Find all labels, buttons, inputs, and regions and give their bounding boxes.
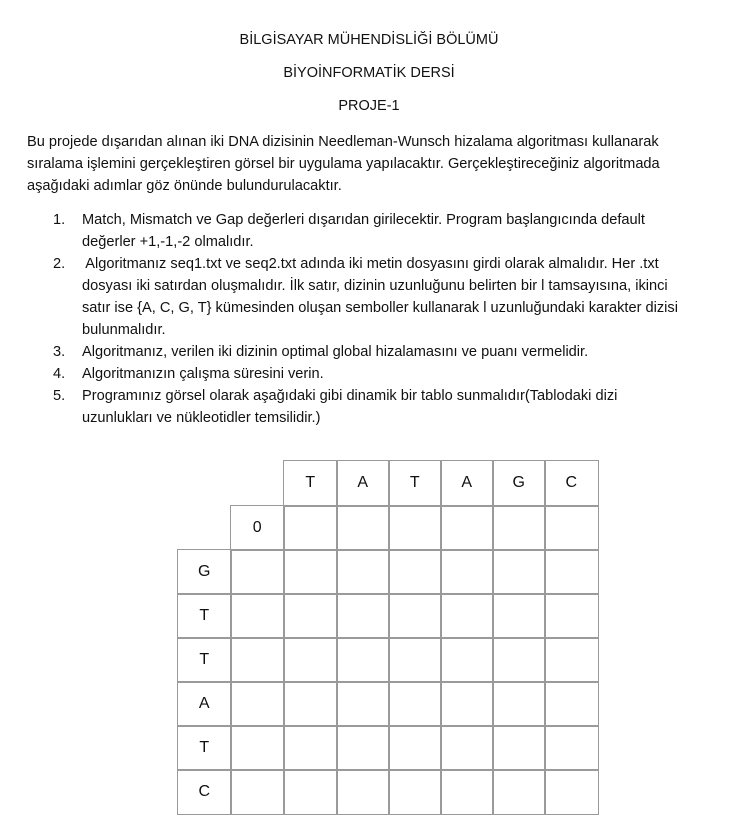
list-item-line: değerler +1,-1,-2 olmalıdır. — [82, 234, 254, 250]
left-sequence-header-cell: T — [177, 725, 232, 771]
score-cell — [492, 681, 546, 727]
left-sequence-header-cell: A — [177, 681, 232, 727]
list-item — [0, 209, 738, 253]
score-cell — [440, 769, 494, 815]
score-cell — [492, 725, 546, 771]
list-item — [0, 253, 738, 341]
score-cell — [230, 725, 285, 771]
score-cell — [388, 769, 442, 815]
score-cell — [492, 637, 546, 683]
score-cell — [544, 593, 599, 639]
score-cell — [440, 593, 494, 639]
score-cell — [544, 637, 599, 683]
list-item-line: Algoritmanız seq1.txt ve seq2.txt adında iki metin dosyasını girdi olarak almalıdır. Her .txt — [82, 256, 659, 272]
score-cell — [230, 769, 285, 815]
left-sequence-header-cell: G — [177, 549, 232, 595]
score-cell — [388, 505, 442, 551]
score-cell — [440, 637, 494, 683]
list-item-line: Algoritmanız, verilen iki dizinin optimal global hizalamasını ve puanı vermelidir. — [82, 344, 589, 360]
intro-line: aşağıdaki adımlar göz önünde bulundurulacaktır. — [27, 178, 342, 194]
intro-line: sıralama işlemini gerçekleştiren görsel bir uygulama yapılacaktır. Gerçekleştireceğiniz algoritmada — [27, 156, 660, 172]
top-sequence-header-cell: C — [544, 460, 599, 507]
list-item-line: dosyası iki satırdan oluşmalıdır. İlk satır, dizinin uzunluğunu belirten bir l tamsayısına, ikinci — [82, 278, 668, 294]
left-sequence-header-cell: T — [177, 593, 232, 639]
score-cell — [230, 593, 285, 639]
list-item — [0, 341, 738, 363]
score-cell — [388, 637, 442, 683]
project-heading: PROJE-1 — [338, 98, 400, 114]
score-cell — [440, 505, 494, 551]
list-item — [0, 385, 738, 429]
requirements-list — [0, 209, 738, 429]
intro-paragraph — [27, 131, 727, 197]
score-cell — [492, 549, 546, 595]
score-cell — [388, 681, 442, 727]
list-number: 3. — [53, 344, 66, 360]
score-cell — [440, 725, 494, 771]
score-cell — [283, 549, 338, 595]
score-cell — [283, 505, 338, 551]
top-sequence-header-cell: T — [283, 460, 338, 507]
top-sequence-header-cell: T — [388, 460, 442, 507]
score-cell — [283, 593, 338, 639]
score-cell — [388, 549, 442, 595]
score-cell — [440, 681, 494, 727]
top-sequence-header-cell: A — [336, 460, 390, 507]
list-item-line: satır ise {A, C, G, T} kümesinden oluşan semboller kullanarak l uzunluğundaki karakter dizisi — [82, 300, 678, 316]
score-cell — [492, 769, 546, 815]
score-cell — [283, 769, 338, 815]
score-cell — [283, 637, 338, 683]
score-cell — [283, 725, 338, 771]
origin-cell: 0 — [230, 505, 285, 551]
list-item-line: Programınız görsel olarak aşağıdaki gibi dinamik bir tablo sunmalıdır(Tablodaki dizi — [82, 388, 618, 404]
list-item-line: bulunmalıdır. — [82, 322, 166, 338]
list-number: 4. — [53, 366, 66, 382]
score-cell — [230, 549, 285, 595]
department-heading: BİLGİSAYAR MÜHENDİSLİĞİ BÖLÜMÜ — [239, 32, 499, 48]
list-number: 1. — [53, 212, 66, 228]
list-number: 5. — [53, 388, 66, 404]
course-heading: BİYOİNFORMATİK DERSİ — [283, 65, 455, 81]
score-cell — [230, 637, 285, 683]
intro-line: Bu projede dışarıdan alınan iki DNA dizisinin Needleman-Wunsch hizalama algoritması kullanarak — [27, 134, 659, 150]
score-cell — [230, 681, 285, 727]
left-sequence-header-cell: C — [177, 769, 232, 815]
left-sequence-header-cell: T — [177, 637, 232, 683]
list-item-line: uzunlukları ve nükleotidler temsilidir.) — [82, 410, 321, 426]
list-item-line: Match, Mismatch ve Gap değerleri dışarıdan girilecektir. Program başlangıcında default — [82, 212, 645, 228]
score-cell — [544, 681, 599, 727]
score-cell — [283, 681, 338, 727]
score-cell — [388, 725, 442, 771]
score-cell — [336, 505, 390, 551]
list-item-line: Algoritmanızın çalışma süresini verin. — [82, 366, 324, 382]
score-cell — [336, 549, 390, 595]
score-cell — [336, 681, 390, 727]
list-number: 2. — [53, 256, 66, 272]
score-cell — [544, 725, 599, 771]
top-sequence-header-cell: G — [492, 460, 546, 507]
score-cell — [336, 769, 390, 815]
score-cell — [544, 549, 599, 595]
score-cell — [388, 593, 442, 639]
list-item — [0, 363, 738, 385]
score-cell — [544, 769, 599, 815]
score-cell — [440, 549, 494, 595]
score-cell — [336, 725, 390, 771]
score-cell — [492, 505, 546, 551]
top-sequence-header-cell: A — [440, 460, 494, 507]
score-cell — [336, 593, 390, 639]
score-cell — [492, 593, 546, 639]
score-cell — [336, 637, 390, 683]
score-cell — [544, 505, 599, 551]
